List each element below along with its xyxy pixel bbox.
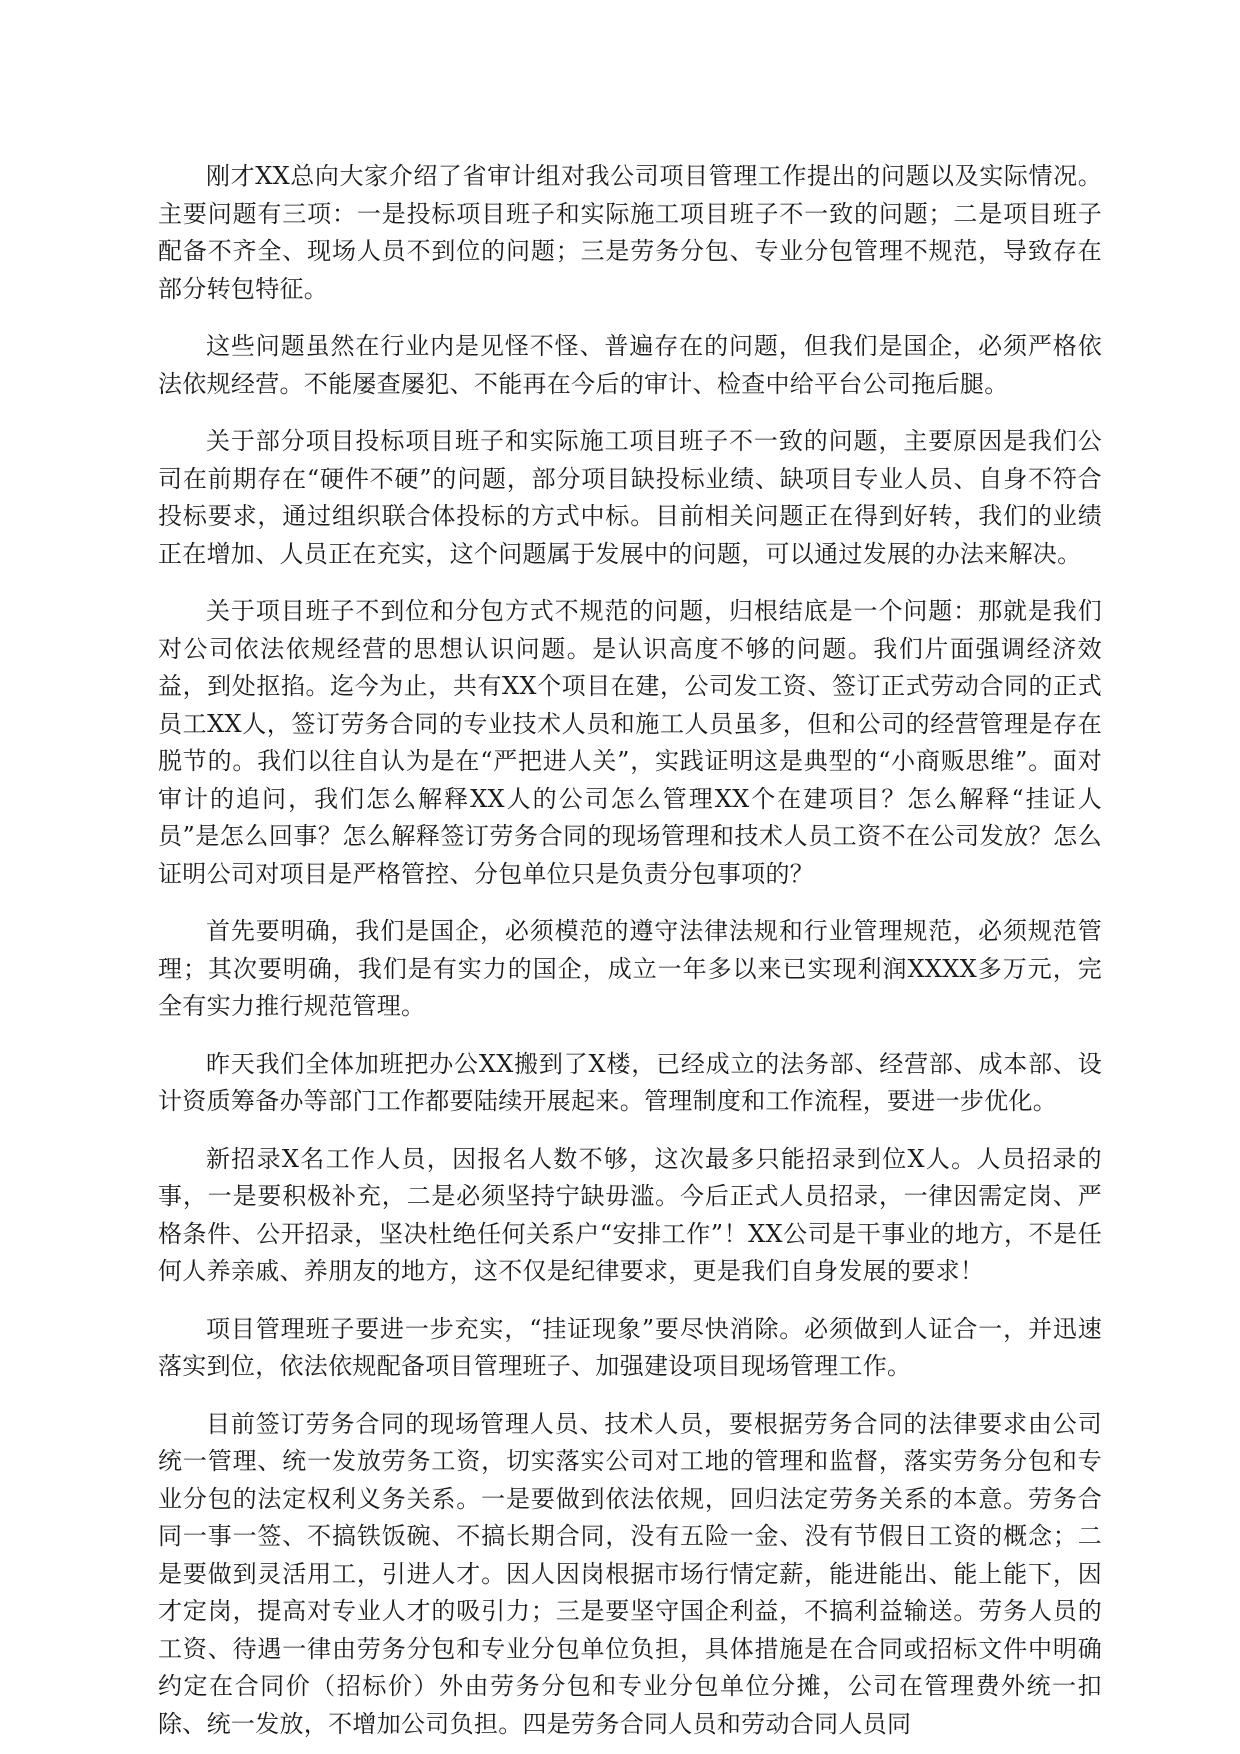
paragraph-2: 这些问题虽然在行业内是见怪不怪、普遍存在的问题，但我们是国企，必须严格依法依规经营。不能屡查屡犯、不能再在今后的审计、检查中给平台公司拖后腿。 [158,332,1102,398]
paragraph-7: 新招录X名工作人员，因报名人数不够，这次最多只能招录到位X人。人员招录的事，一是要积极补充，二是必须坚持宁缺毋滥。今后正式人员招录，一律因需定岗、严格条件、公开招录，坚决杜绝任何关系户“安排工作”！XX公司是干事业的地方，不是任何人养亲戚、养朋友的地方，这不仅是纪律要求，更是我们自身发展的要求！ [158,1144,1102,1285]
paragraph-8: 项目管理班子要进一步充实，“挂证现象”要尽快消除。必须做到人证合一，并迅速落实到位，依法依规配备项目管理班子、加强建设项目现场管理工作。 [158,1314,1102,1380]
paragraph-9: 目前签订劳务合同的现场管理人员、技术人员，要根据劳务合同的法律要求由公司统一管理、统一发放劳务工资，切实落实公司对工地的管理和监督，落实劳务分包和专业分包的法定权利义务关系。一是要做到依法依规，回归法定劳务关系的本意。劳务合同一事一签、不搞铁饭碗、不搞长期合同，没有五险一金、没有节假日工资的概念；二是要做到灵活用工，引进人才。因人因岗根据市场行情定薪，能进能出、能上能下，因才定岗，提高对专业人才的吸引力；三是要坚守国企利益，不搞利益输送。劳务人员的工资、待遇一律由劳务分包和专业分包单位负担，具体措施是在合同或招标文件中明确约定在合同价（招标价）外由劳务分包和专业分包单位分摊，公司在管理费外统一扣除、统一发放，不增加公司负担。四是劳务合同人员和劳动合同人员同 [158,1409,1102,1738]
paragraph-3: 关于部分项目投标项目班子和实际施工项目班子不一致的问题，主要原因是我们公司在前期存在“硬件不硬”的问题，部分项目缺投标业绩、缺项目专业人员、自身不符合投标要求，通过组织联合体投标的方式中标。目前相关问题正在得到好转，我们的业绩正在增加、人员正在充实，这个问题属于发展中的问题，可以通过发展的办法来解决。 [158,427,1102,568]
paragraph-6: 昨天我们全体加班把办公XX搬到了X楼，已经成立的法务部、经营部、成本部、设计资质筹备办等部门工作都要陆续开展起来。管理制度和工作流程，要进一步优化。 [158,1049,1102,1115]
paragraph-4: 关于项目班子不到位和分包方式不规范的问题，归根结底是一个问题：那就是我们对公司依法依规经营的思想认识问题。是认识高度不够的问题。我们片面强调经济效益，到处抠掐。迄今为止，共有XX个项目在建，公司发工资、签订正式劳动合同的正式员工XX人，签订劳务合同的专业技术人员和施工人员虽多，但和公司的经营管理是存在脱节的。我们以往自认为是在“严把进人关”，实践证明这是典型的“小商贩思维”。面对审计的追问，我们怎么解释XX人的公司怎么管理XX个在建项目？怎么解释“挂证人员”是怎么回事？怎么解释签订劳务合同的现场管理和技术人员工资不在公司发放？怎么证明公司对项目是严格管控、分包单位只是负责分包事项的？ [158,597,1102,888]
paragraph-1: 刚才XX总向大家介绍了省审计组对我公司项目管理工作提出的问题以及实际情况。主要问题有三项：一是投标项目班子和实际施工项目班子不一致的问题；二是项目班子配备不齐全、现场人员不到位的问题；三是劳务分包、专业分包管理不规范，导致存在部分转包特征。 [158,162,1102,303]
paragraph-5: 首先要明确，我们是国企，必须模范的遵守法律法规和行业管理规范，必须规范管理；其次要明确，我们是有实力的国企，成立一年多以来已实现利润XXXX多万元，完全有实力推行规范管理。 [158,917,1102,1020]
